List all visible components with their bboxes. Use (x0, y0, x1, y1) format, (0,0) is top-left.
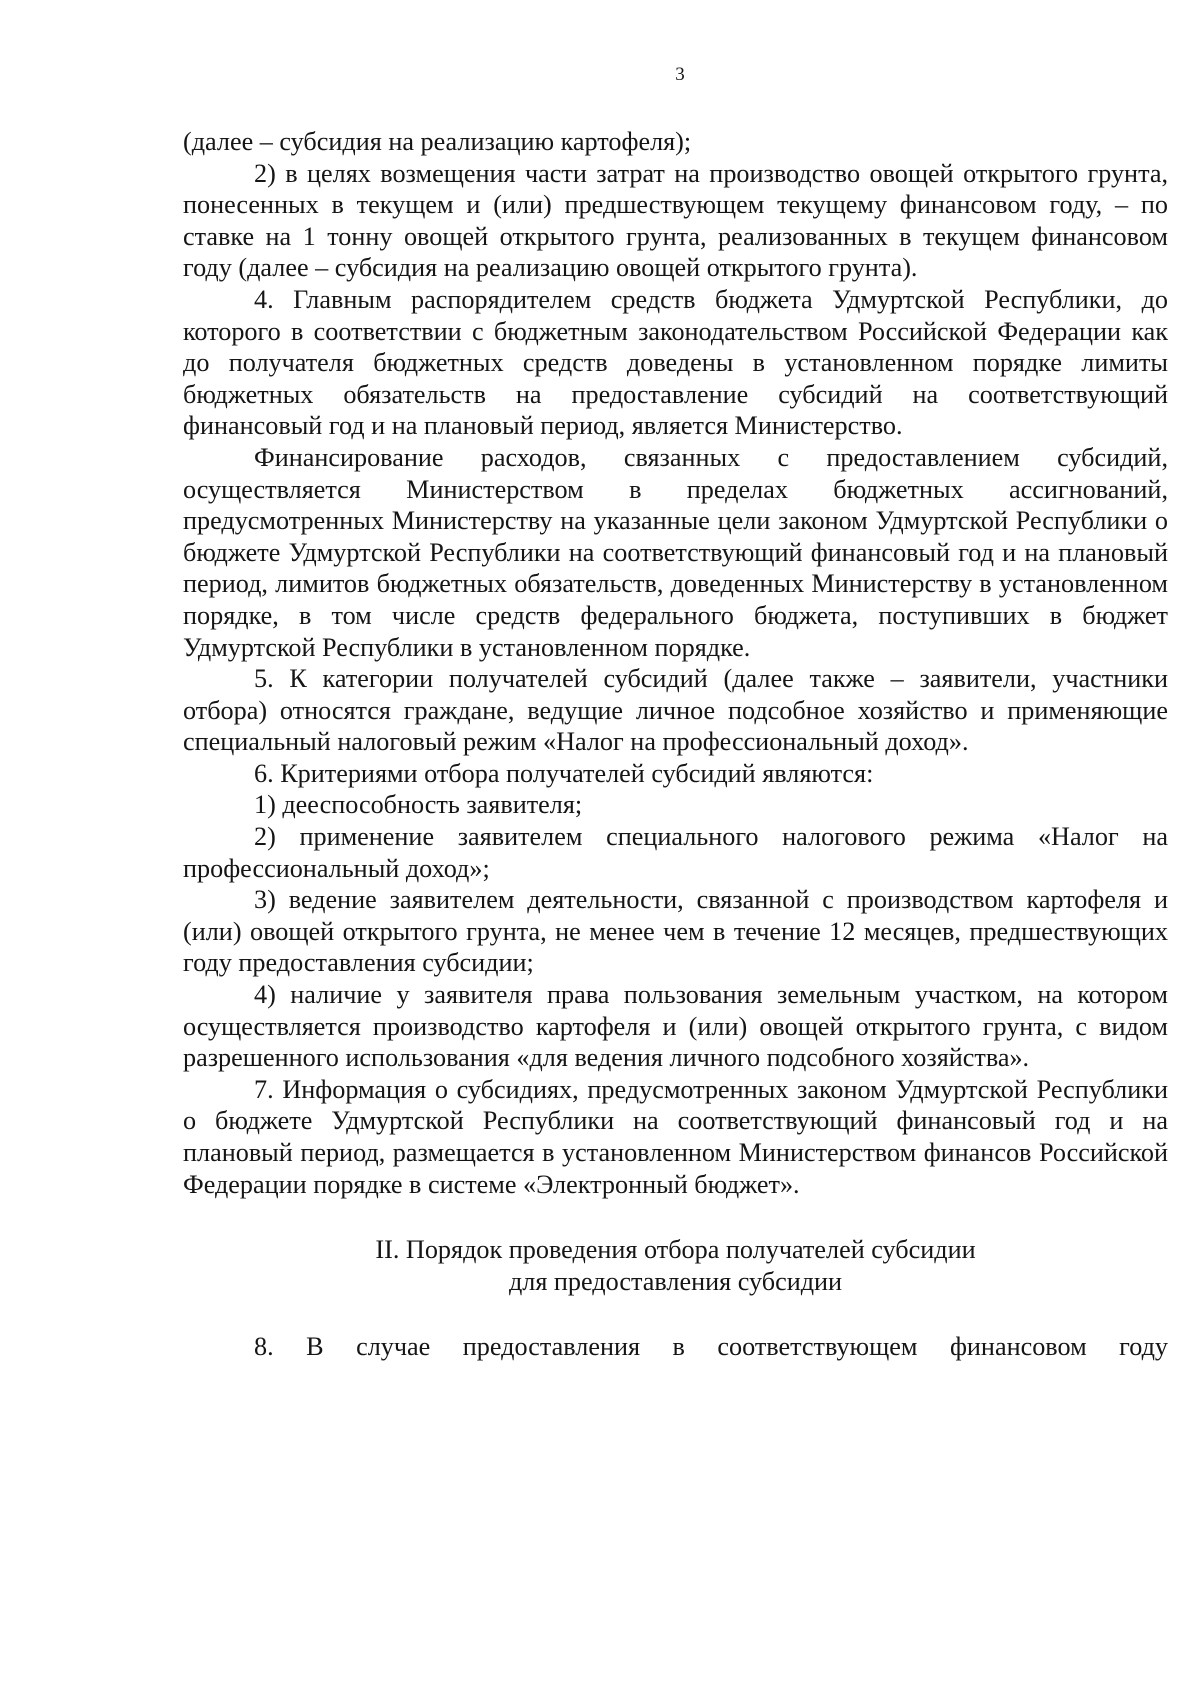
paragraph-1: (далее – субсидия на реализацию картофеля); (183, 127, 692, 156)
paragraph-9: 3) ведение заявителем деятельности, связанной с производством картофеля и (или) овощей открытого грунта, не менее чем в течение 12 месяцев, предшествующих году предоставления субсидии; (183, 885, 1168, 978)
section-heading (183, 1234, 1168, 1297)
paragraph-6: 6. Критериями отбора получателей субсидий являются: (254, 758, 874, 788)
paragraph-8: 2) применение заявителем специального налогового режима «Налог на профессиональный доход»; (183, 822, 1168, 883)
paragraph-4: Финансирование расходов, связанных с предоставлением субсидий, осуществляется Министерством в пределах бюджетных ассигнований, предусмотренных Министерству на указанные цели законом Удмуртской Республики о бюджете Удмуртской Республики на соответствующий финансовый год и на плановый период, лимитов бюджетных обязательств, доведенных Министерству в установленном порядке, в том числе средств федерального бюджета, поступивших в бюджет Удмуртской Республики в установленном порядке. (183, 442, 1168, 662)
section-heading-line-1: II. Порядок проведения отбора получателей субсидии (375, 1235, 976, 1265)
section-heading-line-2: для предоставления субсидии (508, 1266, 843, 1296)
page-number: 3 (675, 64, 685, 85)
paragraph-7: 1) дееспособность заявителя; (254, 790, 583, 820)
paragraph-3: 4. Главным распорядителем средств бюджета Удмуртской Республики, до которого в соответствии с бюджетным законодательством Российской Федерации как до получателя бюджетных средств доведены в установленном порядке лимиты бюджетных обязательств на предоставление субсидий на соответствующий финансовый год и на плановый период, является Министерство. (183, 284, 1168, 441)
paragraph-12: 8. В случае предоставления в соответствующем финансовом году (254, 1332, 1168, 1362)
paragraph-2: 2) в целях возмещения части затрат на производство овощей открытого грунта, понесенных в текущем и (или) предшествующем текущему финансовом году, – по ставке на 1 тонну овощей открытого грунта, реализованных в текущем финансовом году (далее – субсидия на реализацию овощей открытого грунта). (183, 158, 1168, 283)
paragraph-11: 7. Информация о субсидиях, предусмотренных законом Удмуртской Республики о бюджете Удмуртской Республики на соответствующий финансовый год и на плановый период, размещается в установленном Министерством финансов Российской Федерации порядке в системе «Электронный бюджет». (183, 1074, 1168, 1199)
paragraph-10: 4) наличие у заявителя права пользования земельным участком, на котором осуществляется производство картофеля и (или) овощей открытого грунта, с видом разрешенного использования «для ведения личного подсобного хозяйства». (183, 980, 1168, 1073)
paragraph-5: 5. К категории получателей субсидий (далее также – заявители, участники отбора) относятся граждане, ведущие личное подсобное хозяйство и применяющие специальный налоговый режим «Налог на профессиональный доход». (183, 664, 1168, 757)
document-body (183, 126, 1168, 1363)
